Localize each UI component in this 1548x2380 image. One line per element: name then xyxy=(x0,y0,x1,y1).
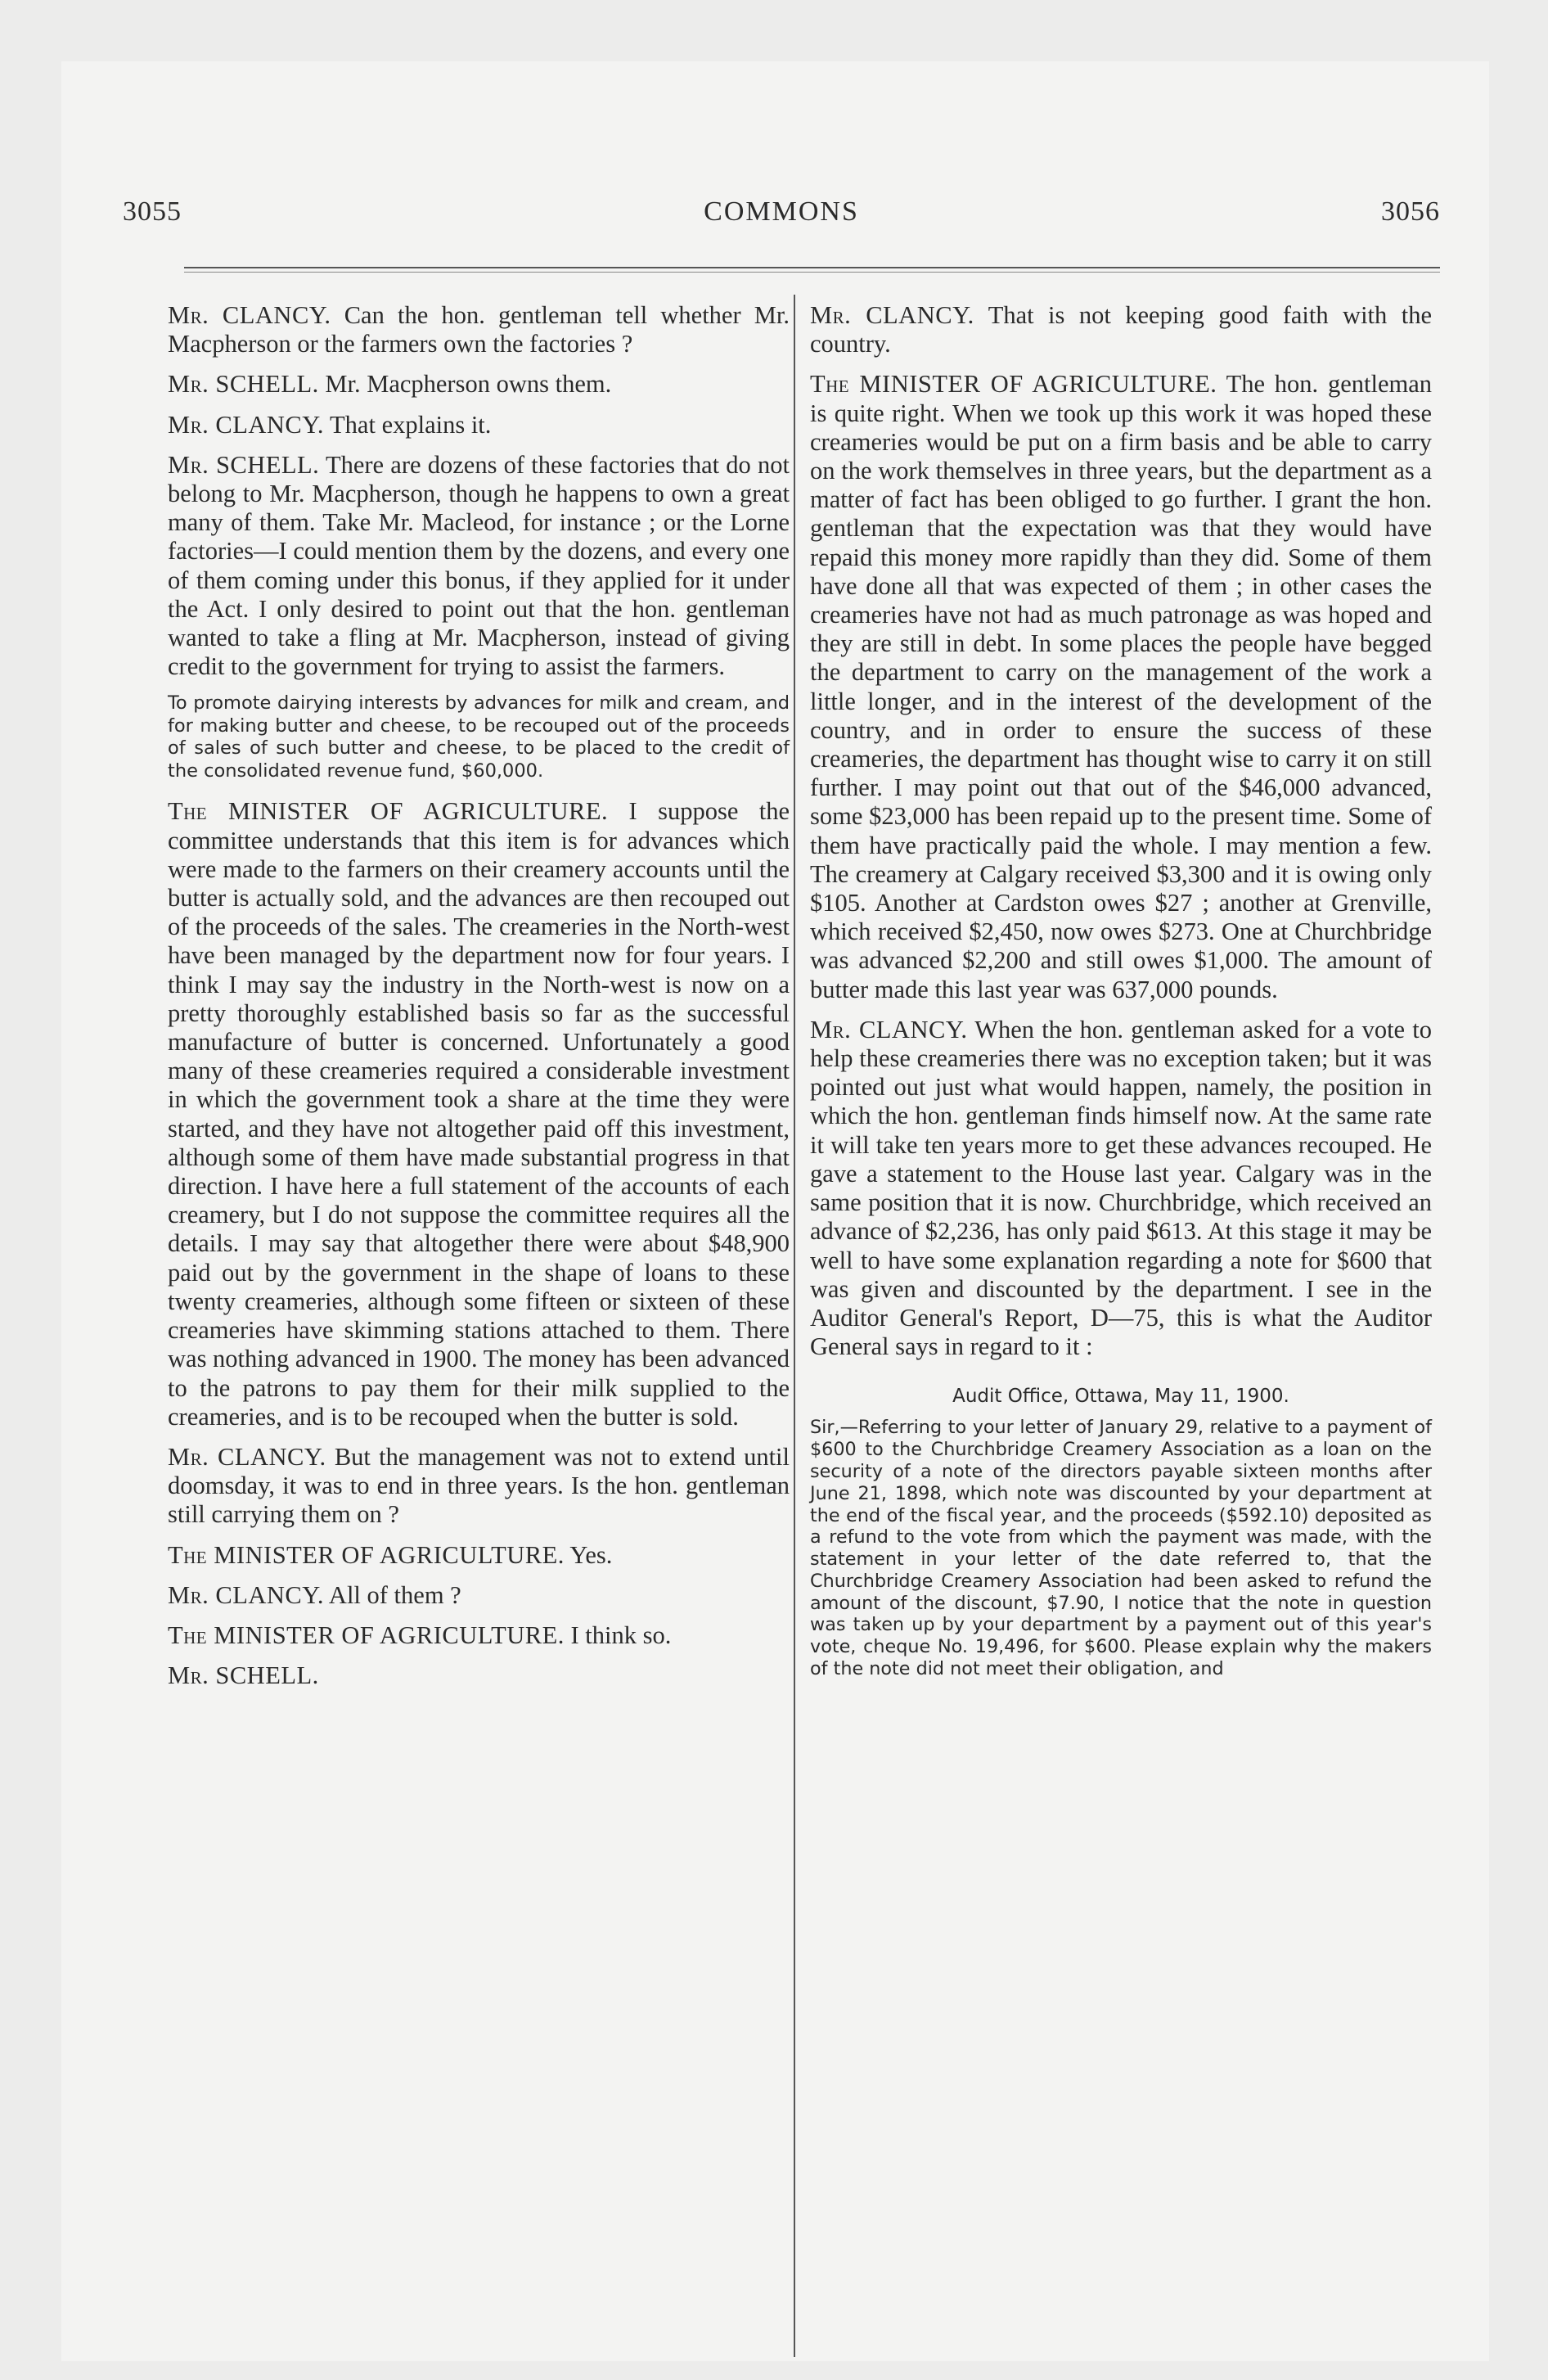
speech-text: I think so. xyxy=(570,1620,672,1649)
speaker-name: Mr. SCHELL. xyxy=(168,450,320,479)
speech-paragraph xyxy=(810,301,1432,358)
right-page-number: 3056 xyxy=(1381,196,1440,227)
header-rule xyxy=(184,267,1440,268)
speech-paragraph xyxy=(810,1016,1432,1361)
speech-text: That explains it. xyxy=(330,410,492,439)
supply-item: To promote dairying interests by advances for milk and cream, and for making butter and cheese, to be recouped out of the proceeds of sales of such butter and cheese, to be placed to the credit of the consolidated revenue fund, $60,000. xyxy=(168,692,790,782)
letter-body: Sir,—Referring to your letter of January 29, relative to a payment of $600 to the Churchbridge Creamery Association as a loan on the security of a note of the directors payable sixteen months after June 21, 1898, which note was discounted by your department at the end of the fiscal year, and the proceeds ($592.10) deposited as a refund to the vote from which the payment was made, with the statement in your letter of the date referred to, that the Churchbridge Creamery Association had been asked to refund the amount of the discount, $7.90, I notice that the note in question was taken up by your department by a payment out of this year's vote, cheque No. 19,496, for $600. Please explain why the makers of the note did not meet their obligation, and xyxy=(810,1417,1432,1680)
speech-text: That is not keeping good faith with the country. xyxy=(810,301,1432,358)
speaker-name: Mr. CLANCY. xyxy=(168,410,324,439)
speaker-name: Mr. CLANCY. xyxy=(168,1442,326,1471)
speech-text: All of them ? xyxy=(328,1580,461,1609)
speech-paragraph xyxy=(168,370,790,399)
left-column xyxy=(168,301,790,1702)
speech-paragraph xyxy=(168,411,790,439)
speech-text: I suppose the committee understands that this item is for advances which were made to the farmers on their creamery accounts until the butter is actually sold, and the advances are then recouped out of the proceeds of the sales. The creameries in the North-west have been managed by the department now for four years. I think I may say the industry in the North-west is now on a pretty thoroughly established basis so far as the successful manufacture of butter is concerned. Unfortunately a good many of these creameries required a considerable investment in which the government took a share at the time they were started, and they have not altogether paid off this investment, although some of them have made substantial progress in that direction. I have here a full statement of the accounts of each creamery, but I do not suppose the committee requires all the details. I may say that altogether there were about $48,900 paid out by the government in the shape of loans to these twenty creameries, although some fifteen or sixteen of these creameries have skimming stations attached to them. There was nothing advanced in 1900. The money has been advanced to the patrons to pay them for their milk supplied to the creameries, and is to be recouped when the butter is sold. xyxy=(168,797,790,1431)
speech-paragraph xyxy=(168,1581,790,1610)
left-page-number: 3055 xyxy=(123,196,182,227)
speech-text: Can the hon. gentleman tell whether Mr. Macpherson or the farmers own the factories ? xyxy=(168,301,790,358)
speech-text: Mr. Macpherson owns them. xyxy=(325,370,612,399)
speech-text: When the hon. gentleman asked for a vote to help these creameries there was no exception taken; but it was pointed out just what would happen, namely, the position in which the hon. gentleman finds himself now. At the same rate it will take ten years more to get these advances recouped. He gave a statement to the House last year. Calgary was in the same position that it is now. Churchbridge, which received an advance of $2,236, has only paid $613. At this stage it may be well to have some explanation regarding a note for $600 that was given and discounted by the department. I see in the Auditor General's Report, D—75, this is what the Auditor General says in regard to it : xyxy=(810,1015,1433,1361)
speaker-name: Mr. CLANCY. xyxy=(168,1580,324,1609)
speech-paragraph xyxy=(168,301,790,358)
speaker-name: Mr. SCHELL. xyxy=(168,370,319,399)
speaker-name: Mr. CLANCY. xyxy=(810,1015,968,1044)
speaker-name: The MINISTER OF AGRICULTURE. xyxy=(168,797,609,826)
speaker-name: Mr. CLANCY. xyxy=(168,301,331,329)
speaker-name: The MINISTER OF AGRICULTURE. xyxy=(168,1620,565,1649)
speech-paragraph xyxy=(168,797,790,1431)
running-title: COMMONS xyxy=(704,196,859,227)
letter-dateline: Audit Office, Ottawa, May 11, 1900. xyxy=(952,1386,1289,1408)
speech-paragraph xyxy=(168,1661,790,1690)
right-column xyxy=(810,301,1432,1692)
speaker-name: Mr. SCHELL. xyxy=(168,1661,319,1690)
speaker-name: Mr. CLANCY. xyxy=(810,301,974,329)
column-divider xyxy=(794,295,795,2357)
speech-paragraph xyxy=(168,1443,790,1530)
speech-paragraph xyxy=(168,1541,790,1570)
speech-text: The hon. gentleman is quite right. When we took up this work it was hoped these creameries would be put on a firm basis and be able to carry on the work themselves in three years, but the department as a matter of fact has been obliged to go further. I grant the hon. gentleman that the expectation was that they would have repaid this money more rapidly than they did. Some of them have done all that was expected of them ; in other cases the creameries have not had as much patronage as was hoped and they are still in debt. In some places the people have begged the department to carry on the management of the work a little longer, and in the interest of the development of the country, and in order to ensure the success of these creameries, the department has thought wise to carry it on still further. I may point out that out of the $46,000 advanced, some $23,000 has been repaid up to the present time. Some of them have practically paid the whole. I may mention a few. The creamery at Calgary received $3,300 and it is owing only $105. Another at Cardston owes $27 ; another at Grenville, which received $2,450, now owes $273. One at Churchbridge was advanced $2,200 and still owes $1,000. The amount of butter made this last year was 637,000 pounds. xyxy=(810,370,1433,1003)
speech-text: But the management was not to extend until doomsday, it was to end in three years. Is the hon. gentleman still carrying them on ? xyxy=(168,1442,790,1529)
speaker-name: The MINISTER OF AGRICULTURE. xyxy=(810,370,1217,399)
header-rule-thin xyxy=(184,272,1440,273)
speech-paragraph xyxy=(168,1621,790,1650)
speech-paragraph xyxy=(168,451,790,682)
speech-text: There are dozens of these factories that do not belong to Mr. Macpherson, though he happens to own a great many of them. Take Mr. Macleod, for instance ; or the Lorne factories—I could mention them by the dozens, and every one of them coming under this bonus, if they applied for it under the Act. I only desired to point out that the hon. gentleman wanted to take a fling at Mr. Macpherson, instead of giving credit to the government for trying to assist the farmers. xyxy=(168,450,790,681)
speaker-name: The MINISTER OF AGRICULTURE. xyxy=(168,1540,565,1569)
speech-paragraph xyxy=(810,370,1432,1003)
page-header xyxy=(123,196,1440,246)
speech-text: Yes. xyxy=(569,1540,613,1569)
